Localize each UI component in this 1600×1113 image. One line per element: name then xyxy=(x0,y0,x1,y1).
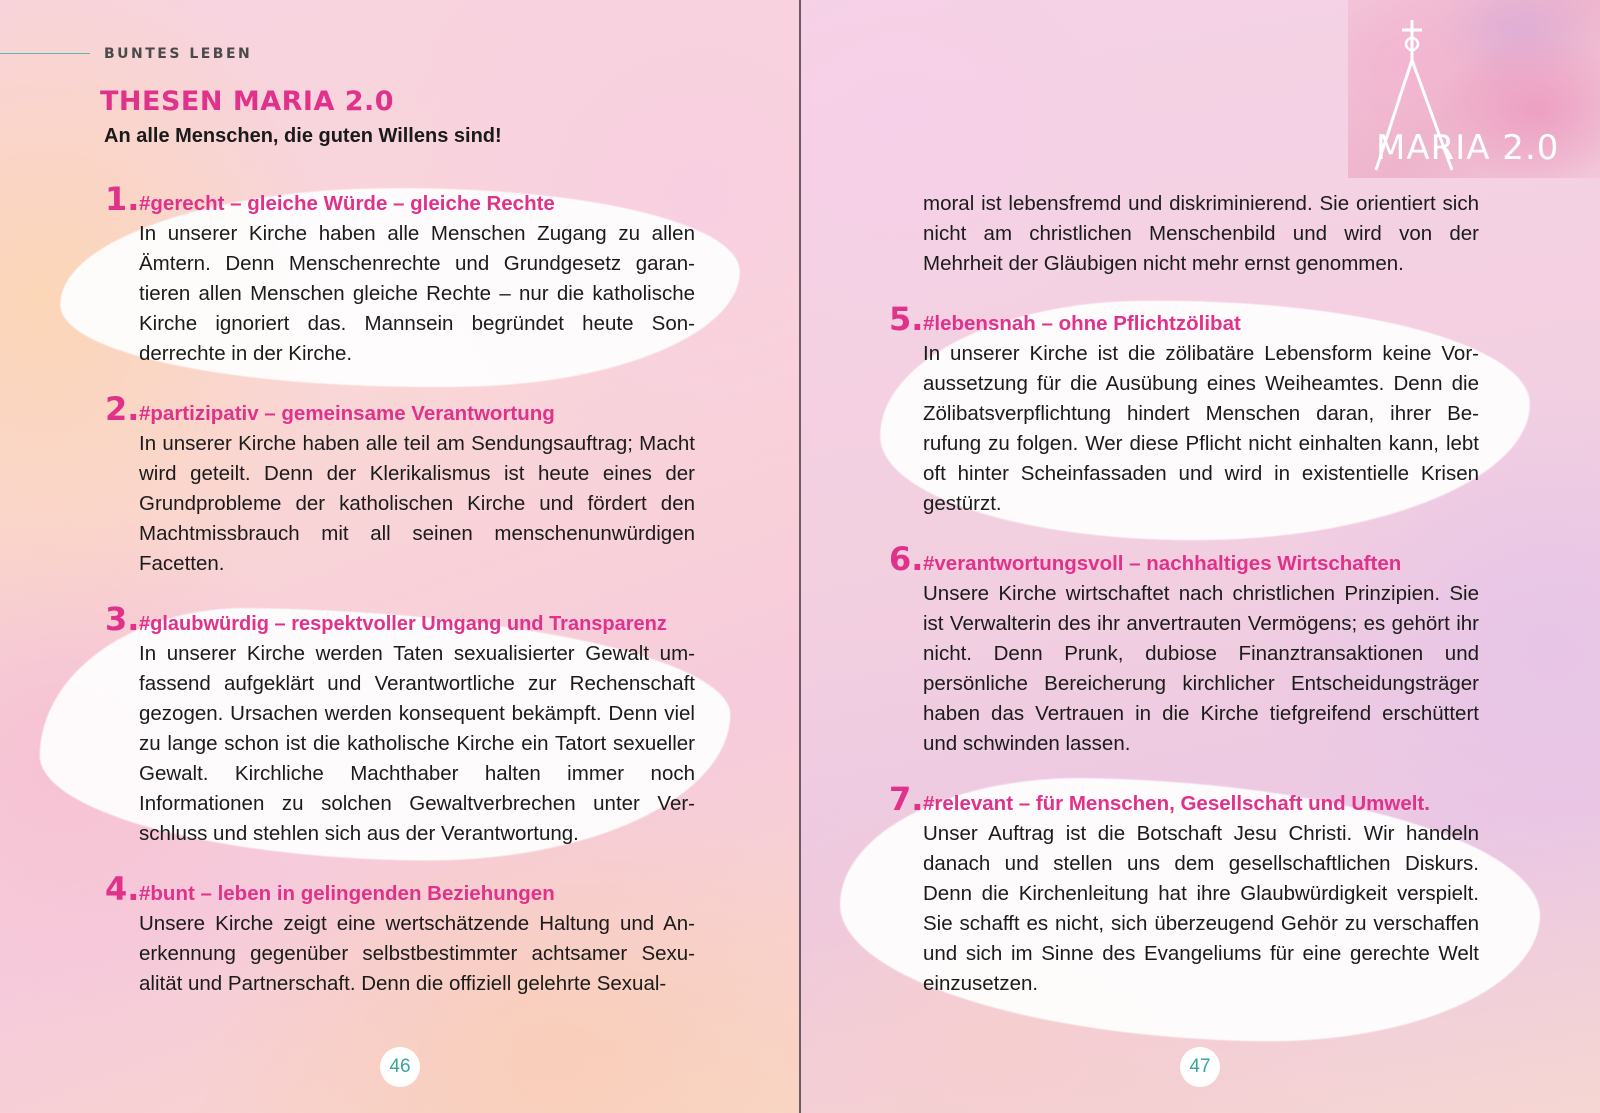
thesis-number: 3. xyxy=(105,600,140,638)
thesis-heading: #gerecht – gleiche Würde – gleiche Rechte xyxy=(139,192,555,215)
thesis-body: Unser Auftrag ist die Botschaft Jesu Christi. Wir handeln danach und stellen uns dem gesellschaftlichen Diskurs. Denn die Kirchenleitung hat ihre Glaubwürdigkeit verspielt. Sie schafft es nicht, sich überzeugend Gehör zu verschaffen und sich im Sinne des Evangeliums für eine gerechte Welt einzusetzen. xyxy=(923,822,1479,995)
thesis-number: 2. xyxy=(105,390,140,428)
thesis-2 xyxy=(105,390,695,579)
thesis-body: Unsere Kirche zeigt eine wertschätzende Haltung und Anerkennung gegenüber selbstbestimmter achtsamer Sexualität und Partnerschaft. Denn die offiziell gelehrte Sexual- xyxy=(139,912,695,995)
thesis-heading: #bunt – leben in gelingenden Beziehungen xyxy=(139,882,555,905)
thesis-body: Unsere Kirche wirtschaftet nach christlichen Prinzipien. Sie ist Verwalterin des ihr anvertrauten Vermögens; es gehört ihr nicht. Denn Prunk, dubiose Finanztransaktionen und persönliche Bereicherung kirchlicher Entscheidungsträger haben das Vertrauen in die Kirche tiefgreifend erschüttert und schwinden lassen. xyxy=(923,582,1479,755)
thesis-1 xyxy=(105,180,695,369)
thesis-number: 7. xyxy=(889,780,924,818)
thesis-6 xyxy=(889,540,1479,759)
thesis-number: 6. xyxy=(889,540,924,578)
page-subtitle: An alle Menschen, die guten Willens sind! xyxy=(104,125,502,147)
thesis-4-continuation: moral ist lebensfremd und diskriminierend. Sie orientiert sich nicht am christlichen Menschenbild und wird von der Mehrheit der Gläubigen nicht mehr ernst genommen. xyxy=(923,192,1479,275)
logo-text: MARIA 2.0 xyxy=(1376,128,1560,168)
thesis-body: In unserer Kirche haben alle teil am Sendungsauftrag; Macht wird geteilt. Denn der Klerikalismus ist heute eines der Grundprobleme der katholischen Kirche und fördert den Machtmissbrauch mit all seinen menschenunwürdigen Facetten. xyxy=(139,432,695,575)
section-label: BUNTES LEBEN xyxy=(104,46,253,62)
thesis-3 xyxy=(105,600,695,849)
thesis-number: 4. xyxy=(105,870,140,908)
thesis-7 xyxy=(889,780,1479,999)
page-number: 46 xyxy=(380,1047,420,1087)
book-gutter xyxy=(799,0,801,1113)
thesis-body: In unserer Kirche ist die zölibatäre Lebensform keine Voraussetzung für die Ausübung eines Weiheamtes. Denn die Zölibatsverpflichtung hindert Menschen daran, ihrer Berufung zu folgen. Wer diese Pflicht nicht einhalten kann, lebt oft hinter Scheinfassaden und wird in existentielle Krisen gestürzt. xyxy=(923,342,1479,515)
right-page xyxy=(800,0,1600,1113)
thesis-5 xyxy=(889,300,1479,519)
thesis-number: 5. xyxy=(889,300,924,338)
thesis-heading: #verantwortungsvoll – nachhaltiges Wirtschaften xyxy=(923,552,1402,575)
page-number: 47 xyxy=(1180,1047,1220,1087)
thesis-heading: #lebensnah – ohne Pflichtzölibat xyxy=(923,312,1241,335)
thesis-heading: #glaubwürdig – respektvoller Umgang und Transparenz xyxy=(139,613,667,635)
maria-logo xyxy=(1348,0,1600,178)
thesis-4 xyxy=(105,870,695,999)
thesis-body: In unserer Kirche haben alle Menschen Zugang zu allen Ämtern. Denn Menschenrechte und Grundgesetz garantieren allen Menschen gleiche Rechte – nur die katholische Kirche ignoriert das. Mannsein begründet heute Sonderrechte in der Kirche. xyxy=(139,222,695,365)
thesis-body: In unserer Kirche werden Taten sexualisierter Gewalt umfassend aufgeklärt und Verantwortliche zur Rechenschaft gezogen. Ursachen werden konsequent bekämpft. Denn viel zu lange schon ist die katholische Kirche ein Tatort sexueller Gewalt. Kirchliche Machthaber halten immer noch Informationen zu solchen Gewaltverbrechen unter Verschluss und stehlen sich aus der Verantwortung. xyxy=(139,642,695,845)
header-rule xyxy=(0,53,90,54)
page-title: THESEN MARIA 2.0 xyxy=(100,86,395,117)
thesis-heading: #partizipativ – gemeinsame Verantwortung xyxy=(139,402,555,425)
thesis-number: 1. xyxy=(105,180,140,218)
thesis-heading: #relevant – für Menschen, Gesellschaft und Umwelt. xyxy=(923,792,1430,815)
